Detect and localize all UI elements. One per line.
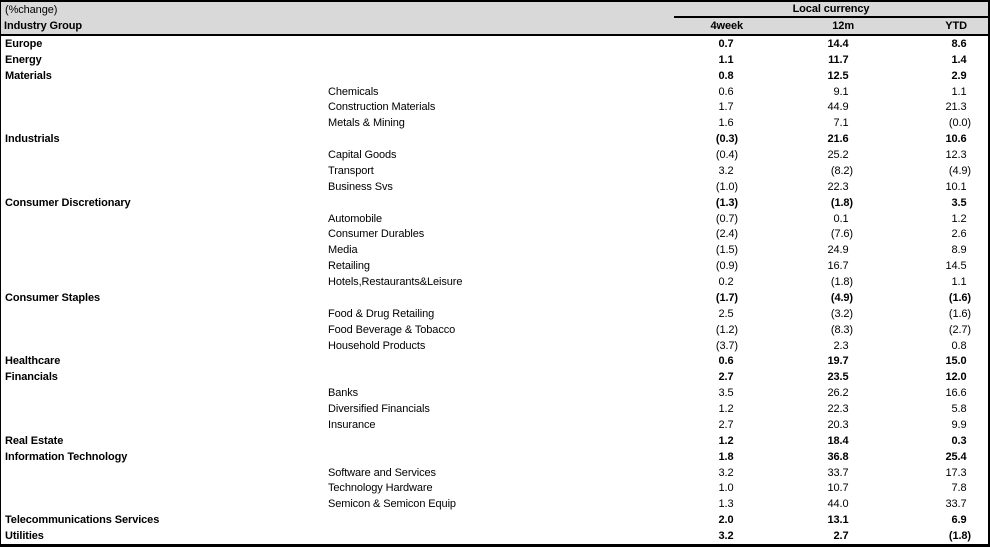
- value-12m: 22.3: [827, 403, 849, 416]
- table-row: [1, 512, 988, 528]
- industry-label: Household Products: [328, 339, 426, 352]
- value-4week: (0.7): [715, 212, 738, 225]
- industry-label: Retailing: [328, 260, 370, 273]
- industry-group-header: Industry Group: [4, 20, 83, 32]
- value-4week: (2.4): [715, 228, 738, 241]
- value-4week: 1.7: [718, 101, 734, 114]
- industry-label: Metals & Mining: [328, 117, 405, 130]
- value-4week: 1.3: [718, 498, 734, 511]
- value-12m: 18.4: [827, 434, 849, 447]
- industry-label: Industrials: [5, 133, 60, 146]
- industry-label: Utilities: [5, 530, 44, 543]
- value-ytd: 1.1: [951, 276, 967, 289]
- value-4week: 1.8: [718, 450, 734, 463]
- value-ytd: 1.2: [951, 212, 967, 225]
- value-4week: 3.2: [718, 466, 734, 479]
- value-ytd: 25.4: [945, 450, 967, 463]
- value-4week: 0.2: [718, 276, 734, 289]
- value-12m: 11.7: [828, 53, 849, 66]
- industry-label: Business Svs: [328, 180, 393, 193]
- industry-label: Financials: [5, 371, 58, 384]
- value-4week: 2.5: [718, 307, 734, 320]
- table-row: [1, 68, 988, 84]
- industry-label: Media: [328, 244, 358, 257]
- value-ytd: 15.0: [945, 355, 967, 368]
- industry-label: Construction Materials: [328, 101, 436, 114]
- value-ytd: 33.7: [945, 498, 967, 511]
- percent-change-label: (%change): [5, 4, 58, 16]
- value-12m: 26.2: [827, 387, 849, 400]
- value-ytd: 0.3: [951, 434, 967, 447]
- table-row: [1, 211, 988, 227]
- value-12m: 33.7: [827, 466, 849, 479]
- value-4week: 2.7: [718, 371, 734, 384]
- table-row: [1, 274, 988, 290]
- table-row: [1, 449, 988, 465]
- value-4week: (3.7): [715, 339, 738, 352]
- value-12m: 14.4: [827, 37, 849, 50]
- value-12m: 19.7: [827, 355, 849, 368]
- table-row: [1, 100, 988, 116]
- value-12m: (8.3): [830, 323, 853, 336]
- column-header-12m: 12m: [832, 20, 854, 32]
- value-12m: 9.1: [833, 85, 849, 98]
- table-row: [1, 242, 988, 258]
- value-ytd: 10.1: [945, 180, 967, 193]
- value-4week: 2.0: [718, 514, 734, 527]
- value-ytd: (1.8): [948, 530, 971, 543]
- value-ytd: 5.8: [951, 403, 967, 416]
- value-ytd: 2.6: [951, 228, 967, 241]
- value-ytd: 1.1: [951, 85, 967, 98]
- table-row: [1, 306, 988, 322]
- industry-label: Software and Services: [328, 466, 436, 479]
- table-row: [1, 84, 988, 100]
- value-ytd: 14.5: [945, 260, 967, 273]
- value-12m: 16.7: [827, 260, 849, 273]
- industry-label: Consumer Discretionary: [5, 196, 131, 209]
- industry-label: Transport: [328, 164, 374, 177]
- value-4week: (0.9): [715, 260, 738, 273]
- industry-label: Technology Hardware: [328, 482, 433, 495]
- value-4week: 1.2: [718, 403, 734, 416]
- value-4week: 3.2: [718, 164, 734, 177]
- industry-label: Automobile: [328, 212, 383, 225]
- local-currency-group-header: Local currency: [674, 2, 988, 18]
- value-4week: 0.6: [718, 85, 734, 98]
- value-ytd: (1.6): [948, 307, 971, 320]
- value-12m: 44.9: [827, 101, 849, 114]
- industry-label: Energy: [5, 53, 42, 66]
- value-4week: 1.1: [718, 53, 734, 66]
- table-row: [1, 115, 988, 131]
- industry-label: Consumer Durables: [328, 228, 425, 241]
- table-row: [1, 227, 988, 243]
- table-row: [1, 528, 988, 544]
- value-12m: 13.1: [827, 514, 849, 527]
- value-4week: (1.3): [715, 196, 738, 209]
- value-4week: 1.0: [718, 482, 734, 495]
- table-row: [1, 131, 988, 147]
- value-4week: (1.0): [715, 180, 738, 193]
- value-12m: (7.6): [830, 228, 853, 241]
- industry-label: Information Technology: [5, 450, 128, 463]
- value-ytd: 10.6: [945, 133, 967, 146]
- table-row: [1, 36, 988, 52]
- value-ytd: 6.9: [951, 514, 967, 527]
- table-row: [1, 52, 988, 68]
- value-12m: 22.3: [827, 180, 849, 193]
- value-ytd: 21.3: [945, 101, 967, 114]
- value-12m: 12.5: [827, 69, 849, 82]
- value-12m: (3.2): [830, 307, 853, 320]
- value-12m: 2.3: [833, 339, 849, 352]
- header-row-units: [1, 2, 988, 18]
- industry-label: Consumer Staples: [5, 291, 100, 304]
- value-ytd: 0.8: [951, 339, 967, 352]
- value-4week: (1.7): [715, 291, 738, 304]
- industry-label: Hotels,Restaurants&Leisure: [328, 276, 463, 289]
- value-4week: 0.8: [718, 69, 734, 82]
- value-12m: (8.2): [830, 164, 853, 177]
- table-row: [1, 258, 988, 274]
- industry-label: Semicon & Semicon Equip: [328, 498, 456, 511]
- value-4week: 1.6: [718, 117, 734, 130]
- industry-label: Chemicals: [328, 85, 379, 98]
- table-row: [1, 401, 988, 417]
- header-row-columns: [1, 18, 988, 34]
- industry-label: Insurance: [328, 418, 376, 431]
- value-12m: 36.8: [827, 450, 849, 463]
- table-row: [1, 163, 988, 179]
- value-12m: 24.9: [827, 244, 849, 257]
- value-ytd: 16.6: [945, 387, 967, 400]
- value-ytd: (4.9): [948, 164, 971, 177]
- value-ytd: (2.7): [948, 323, 971, 336]
- value-4week: 0.6: [718, 355, 734, 368]
- table-row: [1, 338, 988, 354]
- value-12m: 23.5: [827, 371, 849, 384]
- industry-label: Europe: [5, 37, 43, 50]
- value-4week: 0.7: [718, 37, 734, 50]
- value-4week: (0.4): [715, 149, 738, 162]
- table-header: [1, 2, 988, 36]
- table-row: [1, 417, 988, 433]
- value-12m: 25.2: [827, 149, 849, 162]
- value-ytd: 8.9: [951, 244, 967, 257]
- value-12m: 0.1: [833, 212, 849, 225]
- value-12m: 2.7: [833, 530, 849, 543]
- value-4week: 3.2: [718, 530, 734, 543]
- industry-label: Food Beverage & Tobacco: [328, 323, 456, 336]
- value-12m: (4.9): [830, 291, 853, 304]
- column-header-4week: 4week: [710, 20, 743, 32]
- value-4week: 3.5: [718, 387, 734, 400]
- industry-label: Telecommunications Services: [5, 514, 160, 527]
- value-12m: 20.3: [827, 418, 849, 431]
- industry-label: Real Estate: [5, 434, 64, 447]
- table-row: [1, 385, 988, 401]
- table-body: [1, 36, 988, 544]
- value-ytd: 9.9: [951, 418, 967, 431]
- value-4week: (0.3): [715, 133, 738, 146]
- value-ytd: 7.8: [951, 482, 967, 495]
- table-row: [1, 369, 988, 385]
- industry-label: Healthcare: [5, 355, 61, 368]
- column-header-ytd: YTD: [945, 20, 967, 32]
- table-row: [1, 147, 988, 163]
- value-12m: (1.8): [830, 196, 853, 209]
- table-row: [1, 195, 988, 211]
- value-4week: (1.5): [715, 244, 738, 257]
- table-row: [1, 481, 988, 497]
- table-row: [1, 179, 988, 195]
- value-ytd: 12.3: [945, 149, 967, 162]
- industry-label: Capital Goods: [328, 149, 397, 162]
- value-12m: 10.7: [827, 482, 849, 495]
- value-ytd: 17.3: [945, 466, 967, 479]
- value-ytd: 1.4: [951, 53, 967, 66]
- table-row: [1, 354, 988, 370]
- value-ytd: 8.6: [951, 37, 967, 50]
- value-12m: 21.6: [827, 133, 849, 146]
- industry-label: Diversified Financials: [328, 403, 430, 416]
- value-ytd: 12.0: [945, 371, 967, 384]
- table-row: [1, 496, 988, 512]
- value-ytd: (1.6): [948, 291, 971, 304]
- value-12m: 7.1: [833, 117, 849, 130]
- value-12m: 44.0: [827, 498, 849, 511]
- value-4week: 1.2: [718, 434, 734, 447]
- table-row: [1, 465, 988, 481]
- table-row: [1, 290, 988, 306]
- value-4week: (1.2): [715, 323, 738, 336]
- table-row: [1, 322, 988, 338]
- value-ytd: 2.9: [951, 69, 967, 82]
- table-row: [1, 433, 988, 449]
- value-4week: 2.7: [718, 418, 734, 431]
- value-ytd: (0.0): [948, 117, 971, 130]
- value-ytd: 3.5: [951, 196, 967, 209]
- value-12m: (1.8): [830, 276, 853, 289]
- industry-label: Food & Drug Retailing: [328, 307, 435, 320]
- industry-label: Banks: [328, 387, 359, 400]
- industry-label: Materials: [5, 69, 52, 82]
